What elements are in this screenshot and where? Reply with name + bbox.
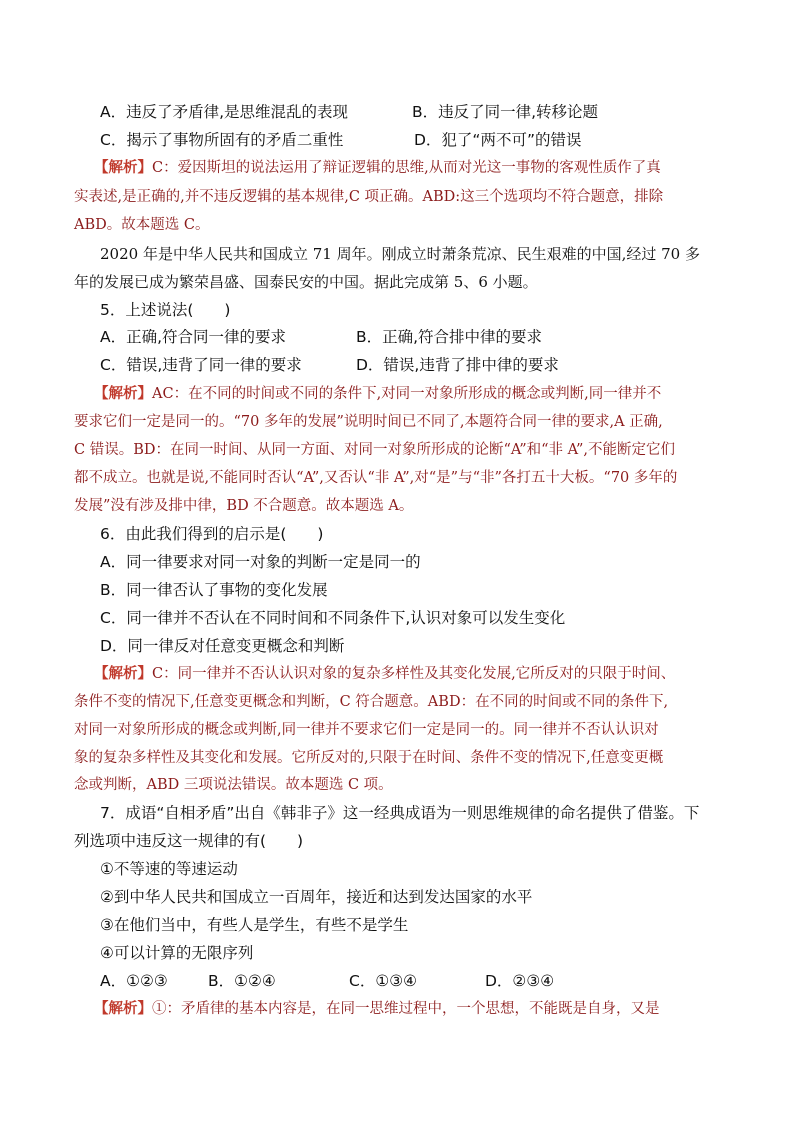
q7-item-4: ④可以计算的无限序列 (100, 944, 254, 962)
q4-analysis-line-2: 实表述,是正确的,并不违反逻辑的基本规律,C 项正确。ABD:这三个选项均不符合题意，排除 (74, 189, 664, 205)
q5-option-a: A．正确,符合同一律的要求 (100, 328, 287, 346)
q6-analysis-tag: 【解析】 (94, 665, 152, 682)
q5-option-b: B．正确,符合排中律的要求 (356, 328, 543, 346)
q4-option-c: C．揭示了事物所固有的矛盾二重性 (100, 131, 344, 149)
q6-stem: 6．由此我们得到的启示是( ) (100, 525, 324, 543)
q6-option-a: A．同一律要求对同一对象的判断一定是同一的 (100, 553, 421, 571)
q6-analysis-line-2: 条件不变的情况下,任意变更概念和判断，C 符合题意。ABD：在不同的时间或不同的条件下, (74, 694, 669, 710)
q5-stem: 5．上述说法( ) (100, 301, 231, 319)
q7-item-2: ②到中华人民共和国成立一百周年，接近和达到发达国家的水平 (100, 888, 533, 906)
q5-analysis-line-2: 要求它们一定是同一的。“70 多年的发展”说明时间已不同了,本题符合同一律的要求,A 正确, (74, 414, 663, 430)
q5-analysis-line-5: 发展”没有涉及排中律，BD 不合题意。故本题选 A。 (74, 498, 414, 514)
q7-option-b: B．①②④ (208, 972, 276, 990)
q4-analysis-tag: 【解析】 (94, 159, 152, 176)
q4-analysis-line-1: 【解析】C：爱因斯坦的说法运用了辩证逻辑的思维,从而对光这一事物的客观性质作了真 (94, 159, 661, 176)
q4-option-a: A．违反了矛盾律,是思维混乱的表现 (100, 103, 349, 121)
q6-analysis-line-4: 象的复杂多样性及其变化和发展。它所反对的,只限于在时间、条件不变的情况下,任意变更概 (74, 750, 664, 766)
q6-analysis-line-1: 【解析】C：同一律并不否认认识对象的复杂多样性及其变化发展,它所反对的只限于时间、 (94, 665, 676, 682)
q5-analysis-line-3: C 错误。BD：在同一时间、从同一方面、对同一对象所形成的论断“A”和“非 A”,不能断定它们 (74, 442, 676, 458)
q5-analysis-line-4: 都不成立。也就是说,不能同时否认“A”,又否认“非 A”,对“是”与“非”各打五十大板。“70 多年的 (74, 470, 678, 486)
q7-analysis-line-1: 【解析】①：矛盾律的基本内容是，在同一思维过程中，一个思想，不能既是自身，又是 (94, 1000, 660, 1017)
q7-option-d: D．②③④ (485, 972, 555, 990)
q7-option-a: A．①②③ (100, 972, 168, 990)
q7-item-1: ①不等速的等速运动 (100, 860, 238, 878)
q6-option-d: D．同一律反对任意变更概念和判断 (100, 637, 345, 655)
q6-option-b: B．同一律否认了事物的变化发展 (100, 581, 328, 599)
q5-analysis-line-1: 【解析】AC：在不同的时间或不同的条件下,对同一对象所形成的概念或判断,同一律并不 (94, 385, 662, 402)
q7-stem-line-1: 7．成语“自相矛盾”出自《韩非子》这一经典成语为一则思维规律的命名提供了借鉴。下 (100, 804, 700, 822)
q4-analysis-line-3: ABD。故本题选 C。 (74, 217, 210, 233)
q7-stem-line-2: 列选项中违反这一规律的有( ) (74, 832, 304, 850)
q7-item-3: ③在他们当中，有些人是学生，有些不是学生 (100, 916, 409, 934)
q5-analysis-tag: 【解析】 (94, 385, 152, 402)
q7-analysis-tag: 【解析】 (94, 1000, 152, 1017)
q5-option-d: D．错误,违背了排中律的要求 (356, 356, 559, 374)
q5-option-c: C．错误,违背了同一律的要求 (100, 356, 302, 374)
q6-analysis-line-5: 念或判断，ABD 三项说法错误。故本题选 C 项。 (74, 777, 393, 793)
q6-option-c: C．同一律并不否认在不同时间和不同条件下,认识对象可以发生变化 (100, 609, 566, 627)
passage-line-1: 2020 年是中华人民共和国成立 71 周年。刚成立时萧条荒凉、民生艰难的中国,经过 70 多 (100, 245, 700, 263)
q7-option-c: C．①③④ (349, 972, 418, 990)
q4-option-d: D．犯了“两不可”的错误 (414, 131, 582, 149)
q6-analysis-line-3: 对同一对象所形成的概念或判断,同一律并不要求它们一定是同一的。同一律并不否认认识对 (74, 722, 659, 738)
passage-line-2: 年的发展已成为繁荣昌盛、国泰民安的中国。据此完成第 5、6 小题。 (74, 273, 538, 291)
q4-option-b: B．违反了同一律,转移论题 (412, 103, 599, 121)
